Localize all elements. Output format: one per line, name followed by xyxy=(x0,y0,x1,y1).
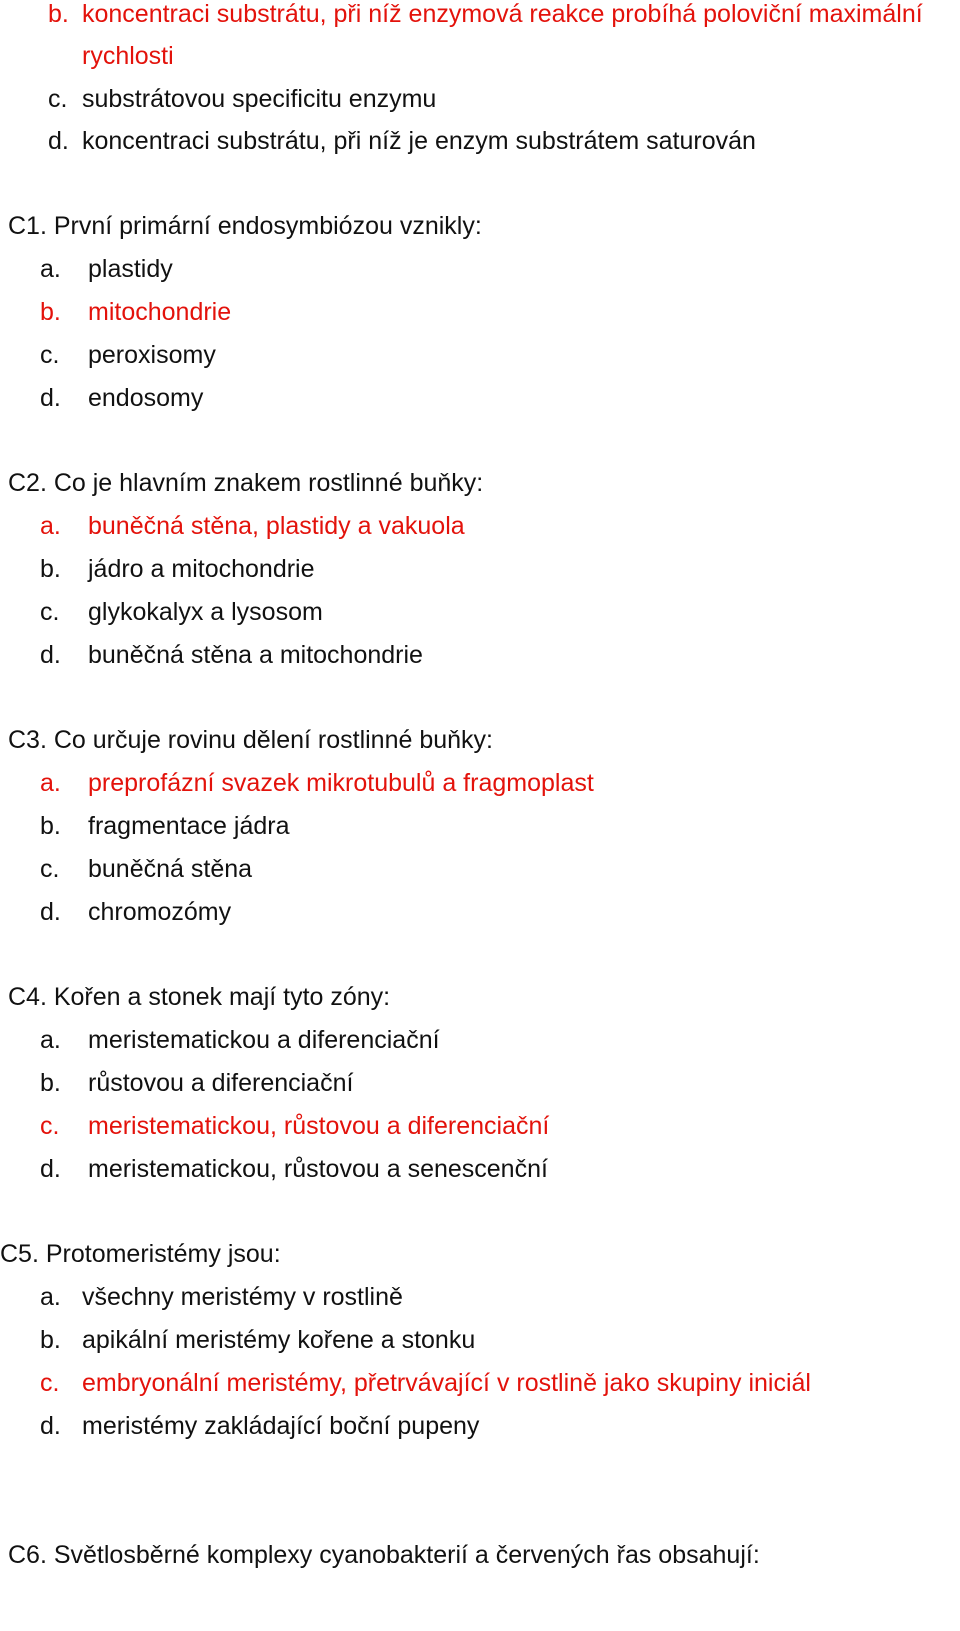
question-c3: C3. Co určuje rovinu dělení rostlinné buňky: xyxy=(8,726,493,754)
c4-option-b xyxy=(40,1071,353,1096)
option-text: buněčná stěna, plastidy a vakuola xyxy=(88,512,465,540)
option-text: peroxisomy xyxy=(88,341,216,369)
option-letter: a. xyxy=(40,769,61,797)
question-c4: C4. Kořen a stonek mají tyto zóny: xyxy=(8,983,391,1011)
option-text: glykokalyx a lysosom xyxy=(88,598,323,626)
question-c1: C1. První primární endosymbiózou vznikly: xyxy=(8,212,482,240)
c5-option-b xyxy=(40,1328,475,1353)
option-text: embryonální meristémy, přetrvávající v rostlině jako skupiny iniciál xyxy=(82,1369,811,1397)
option-text: meristematickou a diferenciační xyxy=(88,1026,440,1054)
c3-option-b xyxy=(40,814,290,839)
option-text: meristémy zakládající boční pupeny xyxy=(82,1412,480,1440)
c4-option-d xyxy=(40,1157,548,1182)
option-letter: c. xyxy=(40,598,60,626)
option-text: meristematickou, růstovou a diferenciační xyxy=(88,1112,550,1140)
option-text: endosomy xyxy=(88,384,204,412)
option-letter: b. xyxy=(48,0,69,28)
option-text: buněčná stěna xyxy=(88,855,253,883)
option-letter: a. xyxy=(40,1026,61,1054)
option-text: růstovou a diferenciační xyxy=(88,1069,354,1097)
option-letter: d. xyxy=(40,898,61,926)
c5-option-c xyxy=(40,1371,811,1396)
c2-option-c xyxy=(40,600,323,625)
option-letter: c. xyxy=(40,855,60,883)
option-letter: c. xyxy=(40,341,60,369)
prev-option-d xyxy=(48,129,756,154)
option-letter: d. xyxy=(40,1412,61,1440)
c4-option-c xyxy=(40,1114,549,1139)
c4-option-a xyxy=(40,1028,440,1053)
prev-option-c xyxy=(48,87,436,112)
option-text: chromozómy xyxy=(88,898,232,926)
question-c2: C2. Co je hlavním znakem rostlinné buňky: xyxy=(8,469,484,497)
option-letter: b. xyxy=(40,1326,61,1354)
option-text: jádro a mitochondrie xyxy=(88,555,315,583)
c5-option-a xyxy=(40,1285,403,1310)
question-c6: C6. Světlosběrné komplexy cyanobakterií a červených řas obsahují: xyxy=(8,1541,760,1569)
c3-option-c xyxy=(40,857,252,882)
c1-option-c xyxy=(40,343,216,368)
c2-option-a xyxy=(40,514,465,539)
option-letter: a. xyxy=(40,255,61,283)
option-letter: b. xyxy=(40,1069,61,1097)
option-letter: d. xyxy=(40,1155,61,1183)
c3-option-a xyxy=(40,771,594,796)
option-text: substrátovou specificitu enzymu xyxy=(82,85,437,113)
c1-option-d xyxy=(40,386,203,411)
c3-option-d xyxy=(40,900,231,925)
question-c5: C5. Protomeristémy jsou: xyxy=(0,1240,281,1268)
c1-option-a xyxy=(40,257,173,282)
option-text: koncentraci substrátu, při níž enzymová reakce probíhá poloviční maximální xyxy=(82,0,923,28)
c2-option-d xyxy=(40,643,423,668)
prev-option-b xyxy=(48,2,923,27)
option-letter: d. xyxy=(48,127,69,155)
c1-option-b xyxy=(40,300,231,325)
option-letter: d. xyxy=(40,384,61,412)
option-text: meristematickou, růstovou a senescenční xyxy=(88,1155,548,1183)
option-text: všechny meristémy v rostlině xyxy=(82,1283,403,1311)
option-letter: b. xyxy=(40,812,61,840)
c2-option-b xyxy=(40,557,315,582)
option-letter: c. xyxy=(48,85,68,113)
option-letter: b. xyxy=(40,555,61,583)
option-letter: a. xyxy=(40,512,61,540)
option-text: preprofázní svazek mikrotubulů a fragmoplast xyxy=(88,769,594,797)
option-text: apikální meristémy kořene a stonku xyxy=(82,1326,476,1354)
option-text: fragmentace jádra xyxy=(88,812,290,840)
option-text: mitochondrie xyxy=(88,298,232,326)
option-letter: c. xyxy=(40,1369,60,1397)
option-letter: b. xyxy=(40,298,61,326)
option-letter: c. xyxy=(40,1112,60,1140)
c5-option-d xyxy=(40,1414,479,1439)
option-text: plastidy xyxy=(88,255,173,283)
option-text: buněčná stěna a mitochondrie xyxy=(88,641,423,669)
prev-option-b-continuation: rychlosti xyxy=(82,42,174,70)
option-letter: d. xyxy=(40,641,61,669)
option-text: koncentraci substrátu, při níž je enzym substrátem saturován xyxy=(82,127,756,155)
option-letter: a. xyxy=(40,1283,61,1311)
